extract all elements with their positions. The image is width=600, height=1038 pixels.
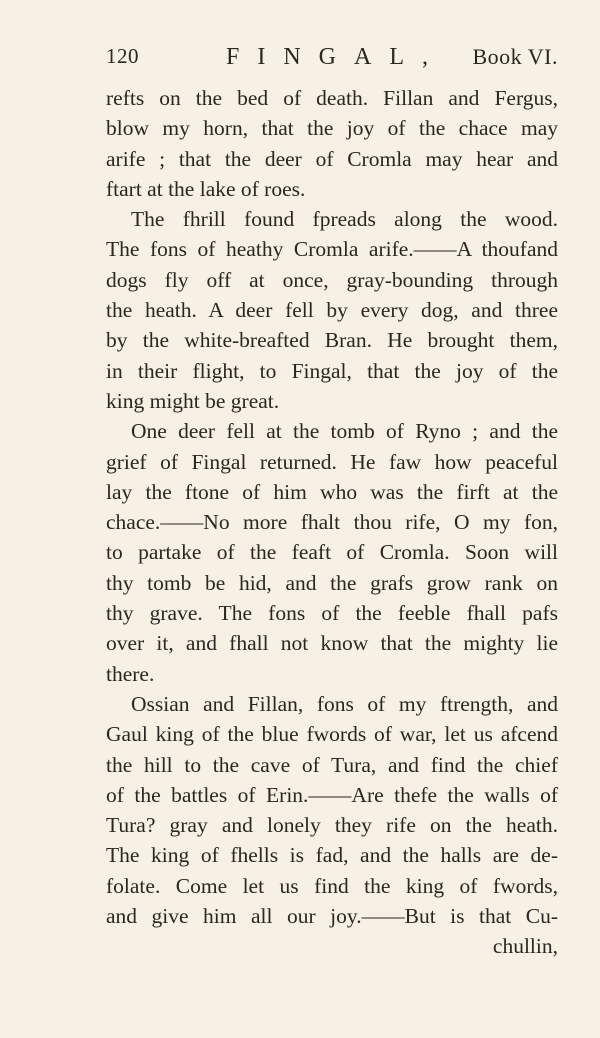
page-number: 120 [106, 44, 139, 68]
text-line: ftart at the lake of roes. [106, 176, 306, 201]
text-line: over it, and fhall not know that the mighty lie [106, 631, 558, 656]
text-line: the hill to the cave of Tura, and find the chief [106, 752, 558, 777]
text-line: Ossian and Fillan, fons of my ftrength, and [131, 691, 558, 716]
text-line: dogs fly off at once, gray-bounding through [106, 267, 558, 292]
text-line: thy tomb be hid, and the grafs grow rank on [106, 570, 558, 595]
text-line: king might be great. [106, 388, 280, 413]
text-line: The king of fhells is fad, and the halls are de- [106, 843, 558, 868]
text-line: chace.——No more fhalt thou rife, O my fon, [106, 510, 558, 535]
text-line: folate. Come let us find the king of fwords, [106, 873, 558, 898]
catchword: chullin, [492, 934, 558, 959]
text-line: refts on the bed of death. Fillan and Fergus, [106, 86, 558, 110]
text-line: The fons of heathy Cromla arife.——A thoufand [106, 237, 558, 262]
text-line: in their flight, to Fingal, that the joy of the [106, 358, 558, 383]
text-line: lay the ftone of him who was the firft at the [106, 479, 558, 504]
text-line: of the battles of Erin.——Are thefe the walls of [106, 782, 558, 807]
text-line: and give him all our joy.——But is that Cu- [106, 904, 558, 929]
text-line: Gaul king of the blue fwords of war, let us afcend [106, 722, 558, 747]
text-line: Tura? gray and lonely they rife on the heath. [106, 813, 558, 838]
running-title: FINGAL, [226, 44, 446, 70]
text-line: thy grave. The fons of the feeble fhall pafs [106, 601, 558, 626]
text-line: to partake of the feaft of Cromla. Soon will [106, 540, 558, 565]
text-line: arife ; that the deer of Cromla may hear and [106, 146, 558, 171]
text-line: by the white-breafted Bran. He brought them, [106, 328, 558, 353]
text-line: The fhrill found fpreads along the wood. [131, 207, 558, 232]
text-line: blow my horn, that the joy of the chace may [106, 116, 558, 141]
book-label: Book VI. [472, 44, 558, 69]
text-line: the heath. A deer fell by every dog, and three [106, 298, 558, 323]
body-text [106, 83, 558, 962]
page-header [106, 44, 558, 74]
text-line: there. [106, 661, 155, 686]
text-line: grief of Fingal returned. He faw how peaceful [106, 449, 558, 474]
text-line: One deer fell at the tomb of Ryno ; and the [131, 419, 558, 444]
